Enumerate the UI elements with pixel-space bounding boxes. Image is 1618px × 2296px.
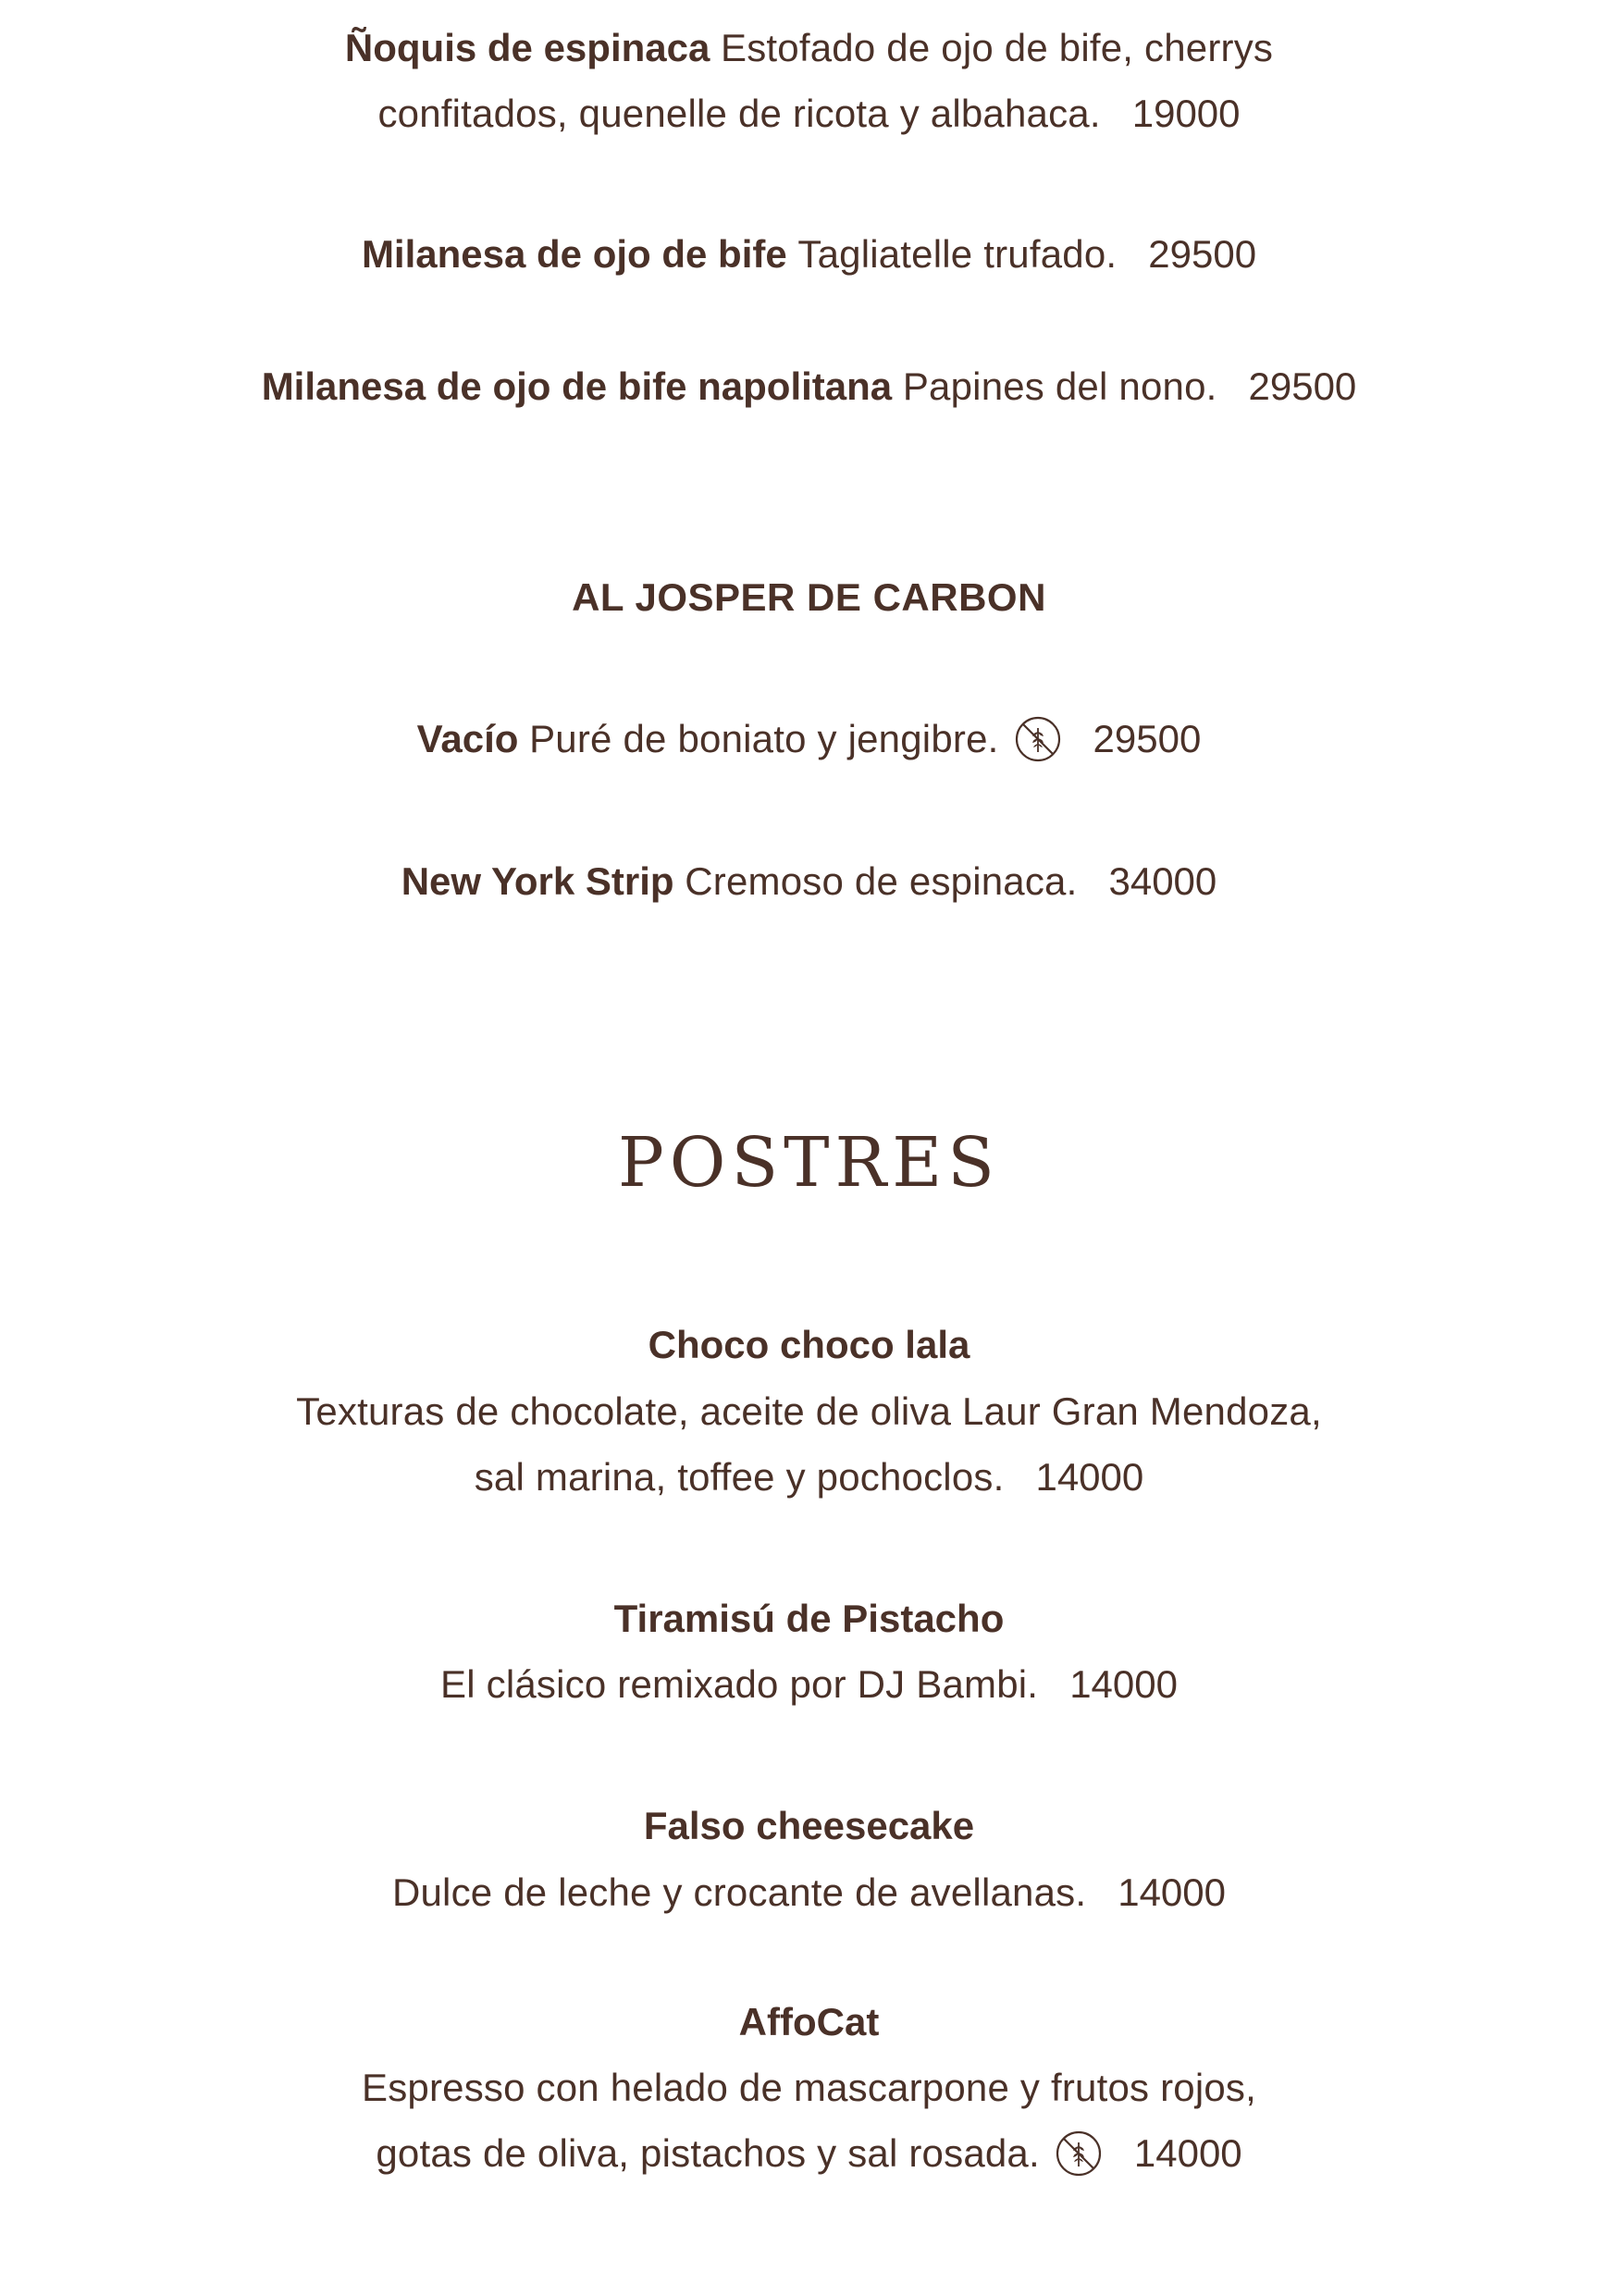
dish-name: Vacío [416,717,519,760]
dish-name: Choco choco lala [648,1323,970,1366]
dish-price: 14000 [1118,1870,1227,1914]
menu-item-milanesa [0,228,1618,280]
dish-description [0,1659,1618,1710]
dish-description-line1: Espresso con helado de mascarpone y frutos rojos, [362,2066,1256,2109]
dish-description [0,1451,1618,1503]
dish-name: Milanesa de ojo de bife napolitana [261,364,893,408]
dish-price: 34000 [1108,859,1217,903]
dish-price: 29500 [1093,717,1202,760]
dish-description [0,1386,1618,1438]
dish-description: Puré de boniato y jengibre. [529,717,999,760]
dish-description: Cremoso de espinaca. [685,859,1078,903]
dish-description-line2: sal marina, toffee y pochoclos. [474,1455,1005,1499]
dish-description-line1: El clásico remixado por DJ Bambi. [440,1662,1039,1706]
dish-description [0,2062,1618,2114]
dish-price: 19000 [1131,92,1241,135]
gluten-free-icon [1014,715,1062,763]
dish-description: Papines del nono. [902,364,1217,408]
dish-price: 14000 [1069,1662,1178,1706]
dish-name: Tiramisú de Pistacho [613,1597,1005,1640]
dish-description: Estofado de ojo de bife, cherrys [721,26,1274,69]
gluten-free-icon [1055,2129,1103,2178]
dish-price: 14000 [1133,2131,1242,2175]
dish-name: New York Strip [401,859,674,903]
dish-price: 14000 [1035,1455,1144,1499]
menu-item-new-york-strip [0,856,1618,907]
section-title-postres: POSTRES [618,1123,1000,1203]
menu-item-milanesa-napolitana [0,361,1618,413]
section-heading-josper: AL JOSPER DE CARBON [572,575,1046,619]
menu-item-vacio [0,713,1618,766]
dish-description-line1: Texturas de chocolate, aceite de oliva Laur Gran Mendoza, [296,1389,1322,1433]
dish-name: AffoCat [738,2000,880,2043]
dish-description [0,2128,1618,2180]
dish-name: Ñoquis de espinaca [344,26,710,69]
dish-description-line1: Dulce de leche y crocante de avellanas. [391,1870,1087,1914]
dish-price: 29500 [1148,232,1257,276]
dish-price: 29500 [1248,364,1357,408]
dish-name: Falso cheesecake [643,1804,975,1847]
dish-description-line2: gotas de oliva, pistachos y sal rosada. [376,2131,1040,2175]
dish-description [0,1867,1618,1919]
menu-item-noquis [0,22,1618,74]
menu-item-noquis-line2 [0,88,1618,140]
dish-description: confitados, quenelle de ricota y albahaca. [377,92,1101,135]
dish-description: Tagliatelle trufado. [797,232,1118,276]
dish-name: Milanesa de ojo de bife [361,232,787,276]
